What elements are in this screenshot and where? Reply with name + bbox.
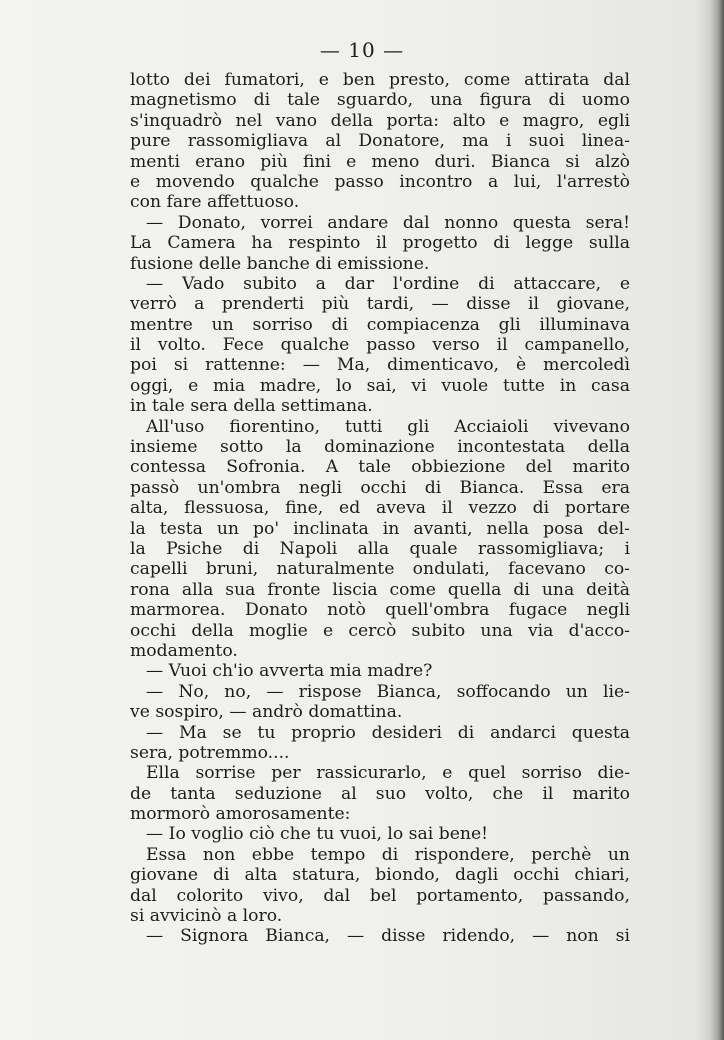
- text-line: — Ma se tu proprio desideri di andarci questa: [146, 722, 630, 743]
- text-line: — Io voglio ciò che tu vuoi, lo sai bene!: [146, 824, 489, 845]
- text-line: menti erano più fini e meno duri. Bianca si alzò: [130, 151, 630, 172]
- text-line: si avvicinò a loro.: [130, 906, 283, 927]
- text-line: lotto dei fumatori, e ben presto, come attirata dal: [130, 70, 630, 90]
- text-line: ve sospiro, — andrò domattina.: [130, 702, 403, 723]
- text-line: mormorò amorosamente:: [130, 804, 351, 825]
- text-line: oggi, e mia madre, lo sai, vi vuole tutte in casa: [130, 375, 630, 396]
- text-line: la Psiche di Napoli alla quale rassomigliava; i: [130, 538, 630, 559]
- text-line: pure rassomigliava al Donatore, ma i suoi linea-: [130, 131, 630, 152]
- page-edge-shadow: [710, 0, 724, 1040]
- text-line: — Vuoi ch'io avverta mia madre?: [146, 661, 433, 682]
- text-line: sera, potremmo....: [130, 742, 290, 763]
- text-line: magnetismo di tale sguardo, una figura di uomo: [130, 90, 630, 111]
- text-line: e movendo qualche passo incontro a lui, l'arrestò: [130, 171, 630, 192]
- text-line: passò un'ombra negli occhi di Bianca. Essa era: [130, 477, 630, 498]
- text-line: contessa Sofronia. A tale obbiezione del marito: [130, 457, 630, 478]
- text-line: — Vado subito a dar l'ordine di attaccare, e: [146, 273, 630, 294]
- text-line: — Donato, vorrei andare dal nonno questa sera!: [146, 212, 630, 233]
- text-line: marmorea. Donato notò quell'ombra fugace negli: [130, 600, 630, 621]
- text-line: la testa un po' inclinata in avanti, nella posa del-: [130, 518, 630, 539]
- text-line: poi si rattenne: — Ma, dimenticavo, è mercoledì: [130, 355, 630, 376]
- text-line: — Signora Bianca, — disse ridendo, — non si: [146, 926, 630, 947]
- page-number: — 10 —: [319, 38, 405, 62]
- body-text: [130, 70, 630, 947]
- text-line: verrò a prenderti più tardi, — disse il giovane,: [130, 294, 630, 315]
- text-line: insieme sotto la dominazione incontestata della: [130, 437, 630, 458]
- text-line: modamento.: [130, 640, 238, 661]
- text-line: s'inquadrò nel vano della porta: alto e magro, egli: [130, 110, 630, 131]
- text-line: con fare affettuoso.: [130, 192, 300, 213]
- text-line: All'uso fiorentino, tutti gli Acciaioli vivevano: [146, 416, 630, 437]
- text-line: fusione delle banche di emissione.: [130, 253, 430, 274]
- text-line: capelli bruni, naturalmente ondulati, facevano co-: [130, 559, 630, 580]
- text-line: — No, no, — rispose Bianca, soffocando un lie-: [146, 681, 630, 702]
- text-line: giovane di alta statura, biondo, dagli occhi chiari,: [130, 865, 630, 886]
- text-line: occhi della moglie e cercò subito una via d'acco-: [130, 620, 630, 641]
- text-line: il volto. Fece qualche passo verso il campanello,: [130, 335, 630, 356]
- text-line: rona alla sua fronte liscia come quella di una deità: [130, 579, 630, 600]
- text-line: Essa non ebbe tempo di rispondere, perchè un: [146, 844, 630, 865]
- text-line: Ella sorrise per rassicurarlo, e quel sorriso die-: [146, 763, 630, 784]
- text-line: de tanta seduzione al suo volto, che il marito: [130, 783, 630, 804]
- text-line: in tale sera della settimana.: [130, 396, 373, 417]
- text-line: mentre un sorriso di compiacenza gli illuminava: [130, 314, 630, 335]
- text-line: dal colorito vivo, dal bel portamento, passando,: [130, 885, 630, 906]
- text-line: alta, flessuosa, fine, ed aveva il vezzo di portare: [130, 498, 630, 519]
- text-line: La Camera ha respinto il progetto di legge sulla: [130, 233, 630, 254]
